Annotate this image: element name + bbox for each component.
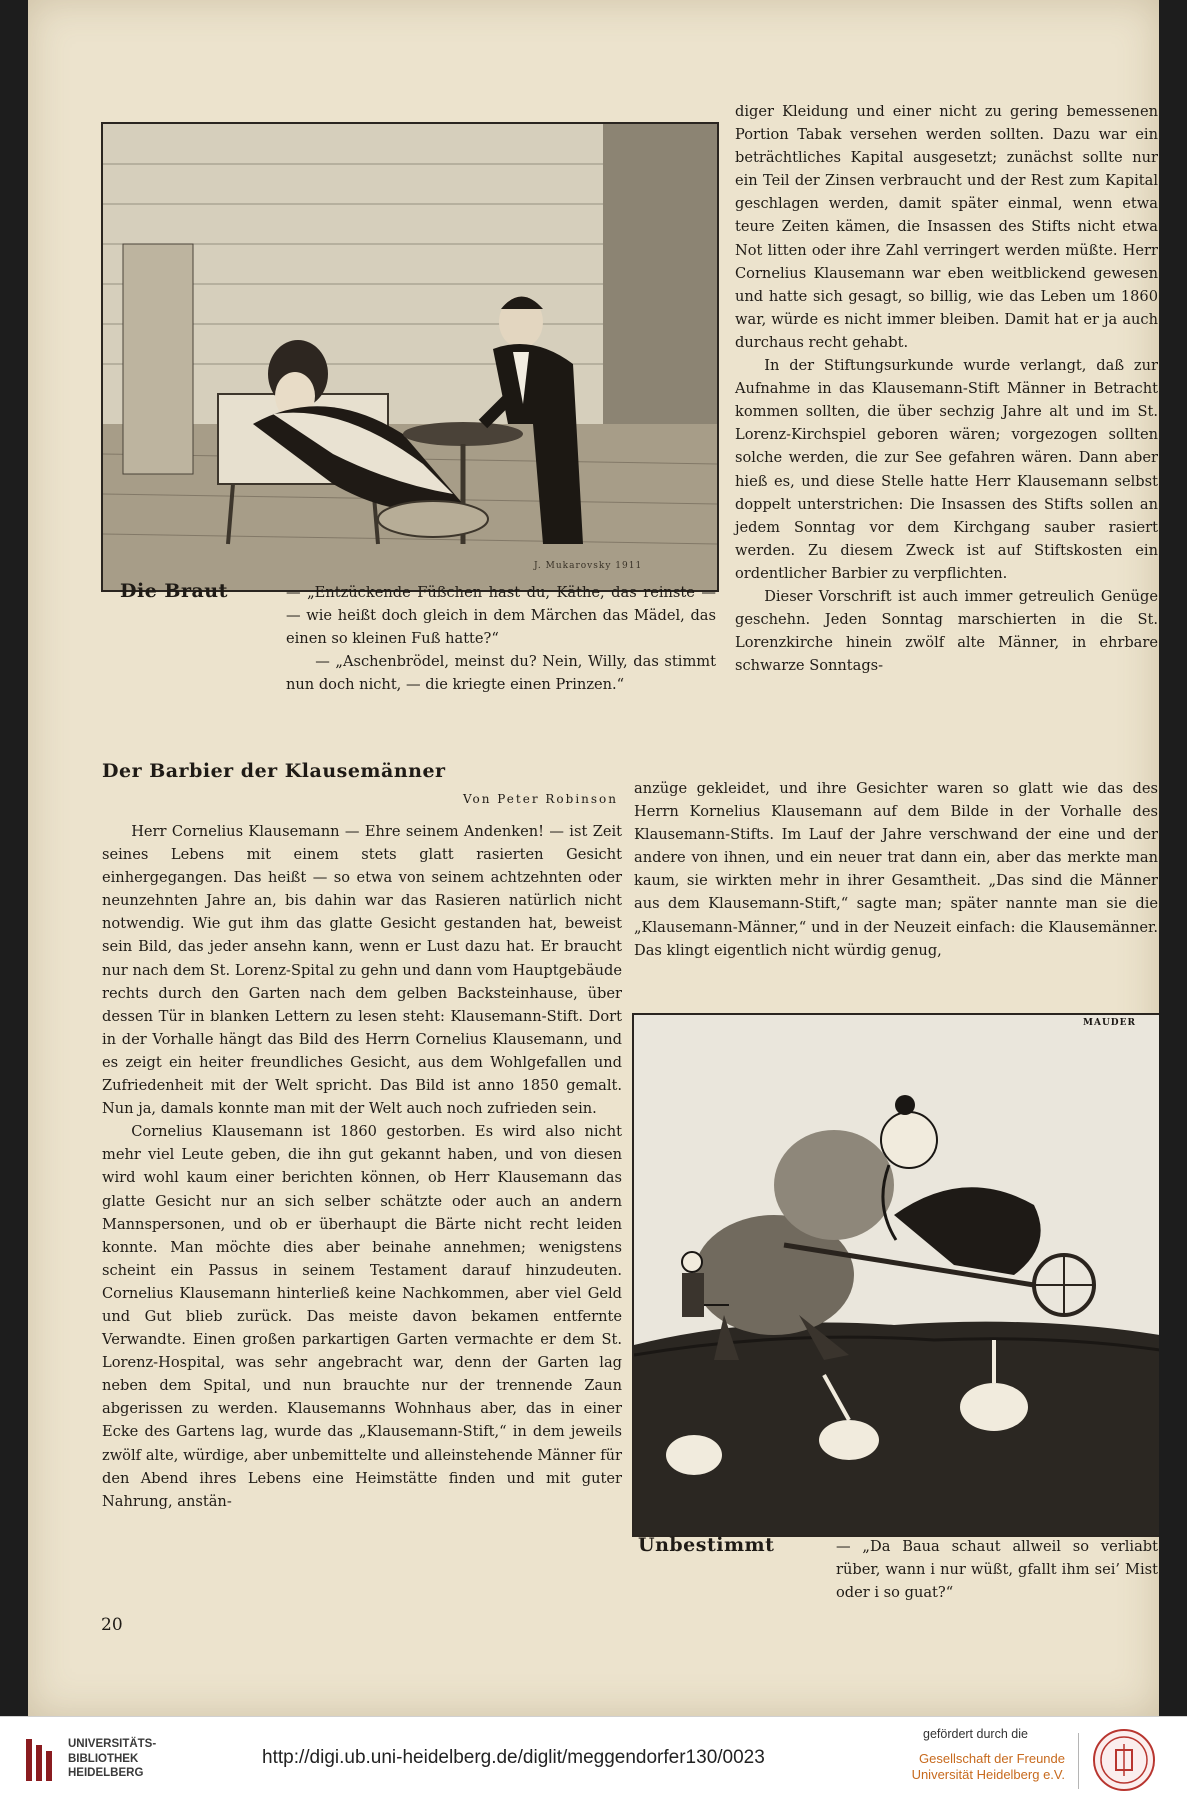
sponsor-divider (1078, 1733, 1079, 1789)
die-braut-signature: J. Mukarovsky 1911 (534, 561, 643, 571)
library-name-line-3: HEIDELBERG (68, 1767, 144, 1779)
unbestimmt-caption-text: — „Da Baua schaut allweil so verliabt rüber, wann i nur wüßt, gfallt ihm sei’ Mist oder i so guat?“ (836, 1538, 1158, 1602)
right-paragraph-3: Dieser Vorschrift ist auch immer getreulich Genüge geschehn. Jeden Sonntag marschierten in die St. Lorenzkirche hinein zwölf alte Männer, in ehrbare schwarze Sonntags- (735, 587, 1158, 675)
illustration-unbestimmt (632, 1013, 1159, 1537)
article-title: Der Barbier der Klausemänner (102, 760, 446, 782)
illustration-die-braut (101, 122, 719, 592)
library-name-line-1: UNIVERSITÄTS- (68, 1738, 157, 1750)
university-seal-icon (1092, 1728, 1156, 1792)
unbestimmt-drawing (634, 1015, 1159, 1535)
article-paragraph-1: Herr Cornelius Klausemann — Ehre seinem Andenken! — ist Zeit seines Lebens mit einem stets glatt rasierten Gesicht einhergegangen. Das heißt — so etwa von seinem achtzehnten oder neunzehnten Jahre an, bis dahin war das Rasieren natürlich nicht notwendig. Wie gut ihm das glatte Gesicht gestanden hat, beweist sein Bild, das jeder ansehn kann, wenn er Lust dazu hat. Er braucht nur nach dem St. Lorenz-Spital zu gehn und dann vom Hauptgebäude rechts durch den Garten nach dem gelben Backsteinhause, über dessen Tür in blanken Lettern zu lesen steht: Klausemann-Stift. Dort in der Vorhalle hängt das Bild des Herrn Cornelius Klausemann, und es zeigt ein heiter freundliches Gesicht, aus dem Wohlgefallen und Zufriedenheit mit der Welt spricht. Das Bild ist anno 1850 gemalt. Nun ja, damals konnte man mit der Welt auch noch zufrieden sein. (102, 823, 622, 1118)
sponsor-label: gefördert durch die (923, 1727, 1028, 1741)
right-paragraph-1: diger Kleidung und einer nicht zu gering bemessenen Portion Tabak versehen werden sollten. Dazu war ein beträchtliches Kapital ausgesetzt; zunächst sollte nur ein Teil der Zinsen verbraucht und der Rest zum Kapital geschlagen werden, damit später einmal, wenn etwa teure Zeiten kämen, die Insassen des Stifts nicht etwa Not litten oder ihre Zahl verringert werden müßte. Herr Cornelius Klausemann war eben weitblickend gewesen und hatte sich gesagt, so billig, wie das Leben um 1860 war, würde es nicht immer bleiben. Damit hat er ja auch durchaus recht gehabt. (735, 103, 1158, 351)
sponsor-name-line-2: Universität Heidelberg e.V. (911, 1767, 1065, 1782)
article-body (102, 820, 622, 1513)
die-braut-caption-title: Die Braut (120, 580, 228, 602)
library-name (68, 1737, 156, 1781)
article-byline: Von Peter Robinson (462, 792, 618, 806)
sponsor-name[interactable] (905, 1751, 1065, 1783)
die-braut-caption-line-1: — „Entzückende Füßchen hast du, Käthe, das reinste — — wie heißt doch gleich in dem Märchen das Mädel, das einen so kleinen Fuß hatte?“ (286, 584, 716, 648)
page-number: 20 (101, 1615, 123, 1635)
die-braut-drawing (103, 124, 717, 590)
library-name-line-2: BIBLIOTHEK (68, 1752, 139, 1765)
magazine-page (28, 0, 1159, 1716)
unbestimmt-signature: MAUDER (1083, 1018, 1136, 1028)
die-braut-caption (286, 581, 716, 696)
unbestimmt-caption-title: Unbestimmt (638, 1534, 775, 1556)
document-url-link[interactable]: http://digi.ub.uni-heidelberg.de/diglit/meggendorfer130/0023 (262, 1747, 765, 1768)
right-column-top-text (735, 100, 1158, 677)
right-paragraph-continued: anzüge gekleidet, und ihre Gesichter waren so glatt wie das des Herrn Kornelius Klausemann auf dem Bilde in der Vorhalle des Klausemann-Stifts. Im Lauf der Jahre verschwand der eine und der andere von ihnen, und ein neuer trat dann ein, aber das merkte man kaum, sie wirkten mehr in ihrer Gesamtheit. „Das sind die Männer aus dem Klausemann-Stift,“ sagte man; später nannte man sie die „Klausemann-Männer,“ und in der Neuzeit einfach: die Klausemänner. Das klingt eigentlich nicht würdig genug, (634, 780, 1158, 959)
unbestimmt-caption (836, 1535, 1158, 1604)
right-paragraph-2: In der Stiftungsurkunde wurde verlangt, daß zur Aufnahme in das Klausemann-Stift Männer in Betracht kommen sollten, die über sechzig Jahre alt und im St. Lorenz-Kirchspiel geboren wären; vorgezogen sollten solche werden, die zur See gefahren wären. Dann aber hieß es, und diese Stelle hatte Herr Klausemann selbst doppelt unterstrichen: Die Insassen des Stifts sollen an jedem Sonntag vor dem Kirchgang sauber rasiert werden. Zu diesem Zweck ist auf Stiftskosten ein ordentlicher Barbier zu verpflichten. (735, 357, 1158, 582)
die-braut-caption-line-2: — „Aschenbrödel, meinst du? Nein, Willy, das stimmt nun doch nicht, — die kriegte einen Prinzen.“ (286, 653, 716, 694)
viewer-footer (0, 1716, 1187, 1801)
right-column-middle-text (634, 777, 1158, 962)
library-logo-icon (24, 1735, 58, 1785)
sponsor-name-line-1: Gesellschaft der Freunde (919, 1751, 1065, 1766)
article-paragraph-2: Cornelius Klausemann ist 1860 gestorben. Es wird also nicht mehr viel Leute geben, die ihn gut gekannt haben, und von diesen wird wohl kaum einer berichten können, ob Herr Klausemann das glatte Gesicht nur an sich selber schätzte oder auch an andern Mannspersonen, und ob er überhaupt die Bärte nicht recht leiden konnte. Man möchte dies aber beinahe annehmen; wenigstens scheint ein Passus in seinem Testament darauf hinzudeuten. Cornelius Klausemann hinterließ keine Nachkommen, aber viel Geld und Gut blieb zurück. Das meiste davon bekamen entfernte Verwandte. Einen großen parkartigen Garten vermachte er dem St. Lorenz-Hospital, was sehr angebracht war, denn der Garten lag neben dem Spital, und nun brauchte nur der trennende Zaun abgerissen zu werden. Klausemanns Wohnhaus aber, das in einer Ecke des Gartens lag, wurde das „Klausemann-Stift,“ in dem jeweils zwölf alte, würdige, aber unbemittelte und alleinstehende Männer für den Abend ihres Lebens eine Heimstätte finden und mit guter Nahrung, anstän- (102, 1123, 622, 1510)
